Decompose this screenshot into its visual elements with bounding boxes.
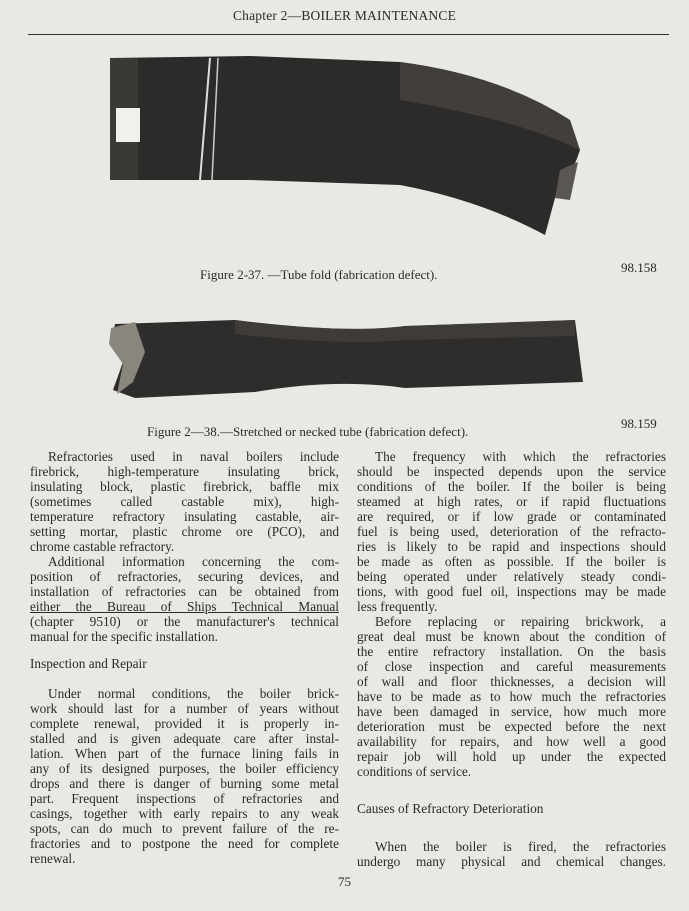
text-line: be made as often as possible. If the boiler is <box>357 554 666 569</box>
figure-caption: Figure 2—38.—Stretched or necked tube (fabrication defect). <box>147 424 469 439</box>
text-line: tions, with good fuel oil, inspections may be made <box>357 584 666 599</box>
figure-2-37-photo <box>100 50 590 250</box>
text-line: undergo many physical and chemical changes. <box>357 854 666 869</box>
section-heading: Causes of Refractory Deterioration <box>357 801 544 816</box>
text-line: should be inspected depends upon the service <box>357 464 666 479</box>
text-line: (chapter 9510) or the manufacturer's technical <box>30 614 339 629</box>
running-header: Chapter 2—BOILER MAINTENANCE <box>232 8 457 23</box>
text-line: lation. When part of the furnace lining fails in <box>30 746 339 761</box>
text-line: repair job will hold up under the expected <box>357 749 666 764</box>
paragraph <box>357 839 666 869</box>
text-line: complete renewal, provided it is properly in- <box>30 716 339 731</box>
text-line: firebrick, high-temperature insulating brick, <box>30 464 339 479</box>
text-line: deterioration must be expected before the next <box>357 719 666 734</box>
text-line: spots, can do much to prevent failure of the re- <box>30 821 339 836</box>
text-line: drops and there is danger of burning some metal <box>30 776 339 791</box>
left-column <box>30 449 339 866</box>
text-line: stalled and is given adequate care after instal- <box>30 731 339 746</box>
figure-number: 98.158 <box>621 260 657 275</box>
text-line: conditions of service. <box>357 764 472 779</box>
header-rule <box>28 34 669 35</box>
figure-2-38-photo <box>105 312 590 410</box>
text-line: availability for repairs, and how well a good <box>357 734 666 749</box>
section-heading: Inspection and Repair <box>30 656 147 671</box>
text-line: installation of refractories can be obtained from <box>30 584 339 599</box>
text-line: work should last for a number of years without <box>30 701 339 716</box>
text-line: Before replacing or repairing brickwork, a <box>375 614 666 629</box>
paragraph <box>357 614 666 779</box>
text-line: of wall and floor thicknesses, a decision will <box>357 674 666 689</box>
text-line: ries is likely to be rapid and inspections should <box>357 539 666 554</box>
paragraph <box>30 449 339 554</box>
text-line: are required, or if low grade or contaminated <box>357 509 666 524</box>
text-line: The frequency with which the refractories <box>375 449 666 464</box>
text-line: any of its designed purposes, the boiler efficiency <box>30 761 339 776</box>
text-line: of close inspection and careful measurements <box>357 659 666 674</box>
text-line: the entire refractory installation. On the basis <box>357 644 666 659</box>
text-line: being operated under relatively steady condi- <box>357 569 666 584</box>
text-line: have to be made as to how much the refractories <box>357 689 666 704</box>
text-line: conditions of the boiler. If the boiler is being <box>357 479 666 494</box>
page-number: 75 <box>338 874 351 889</box>
text-line: less frequently. <box>357 599 438 614</box>
text-line: setting mortar, plastic chrome ore (PCO), and <box>30 524 339 539</box>
text-line: fuel is being used, deterioration of the refracto- <box>357 524 666 539</box>
text-line: have been damaged in service, how much more <box>357 704 666 719</box>
text-line: When the boiler is fired, the refractories <box>375 839 666 854</box>
text-line: Under normal conditions, the boiler brick- <box>48 686 339 701</box>
text-line-manual-reference: either the Bureau of Ships Technical Manual <box>30 599 339 614</box>
text-line: Additional information concerning the com- <box>48 554 339 569</box>
text-line: Refractories used in naval boilers include <box>48 449 339 464</box>
text-line: temperature refractory insulating castable, air- <box>30 509 339 524</box>
text-line: chrome castable refractory. <box>30 539 175 554</box>
right-column <box>357 449 666 869</box>
text-line: insulating block, plastic firebrick, baffle mix <box>30 479 339 494</box>
figure-caption: Figure 2-37. —Tube fold (fabrication defect). <box>200 267 438 282</box>
text-line: (sometimes called castable mix), high- <box>30 494 339 509</box>
text-line: manual for the specific installation. <box>30 629 218 644</box>
text-line: position of refractories, securing devices, and <box>30 569 339 584</box>
text-line: fractories and to postpone the need for complete <box>30 836 339 851</box>
paragraph <box>357 449 666 614</box>
text-line: great deal must be known about the condition of <box>357 629 666 644</box>
figure-number: 98.159 <box>621 416 657 431</box>
text-line: part. Frequent inspections of refractories and <box>30 791 339 806</box>
paragraph <box>30 554 339 644</box>
text-line: casings, together with early repairs to any weak <box>30 806 339 821</box>
text-line: steamed at high rates, or if rapid fluctuations <box>357 494 666 509</box>
paragraph <box>30 686 339 866</box>
text-line: renewal. <box>30 851 76 866</box>
